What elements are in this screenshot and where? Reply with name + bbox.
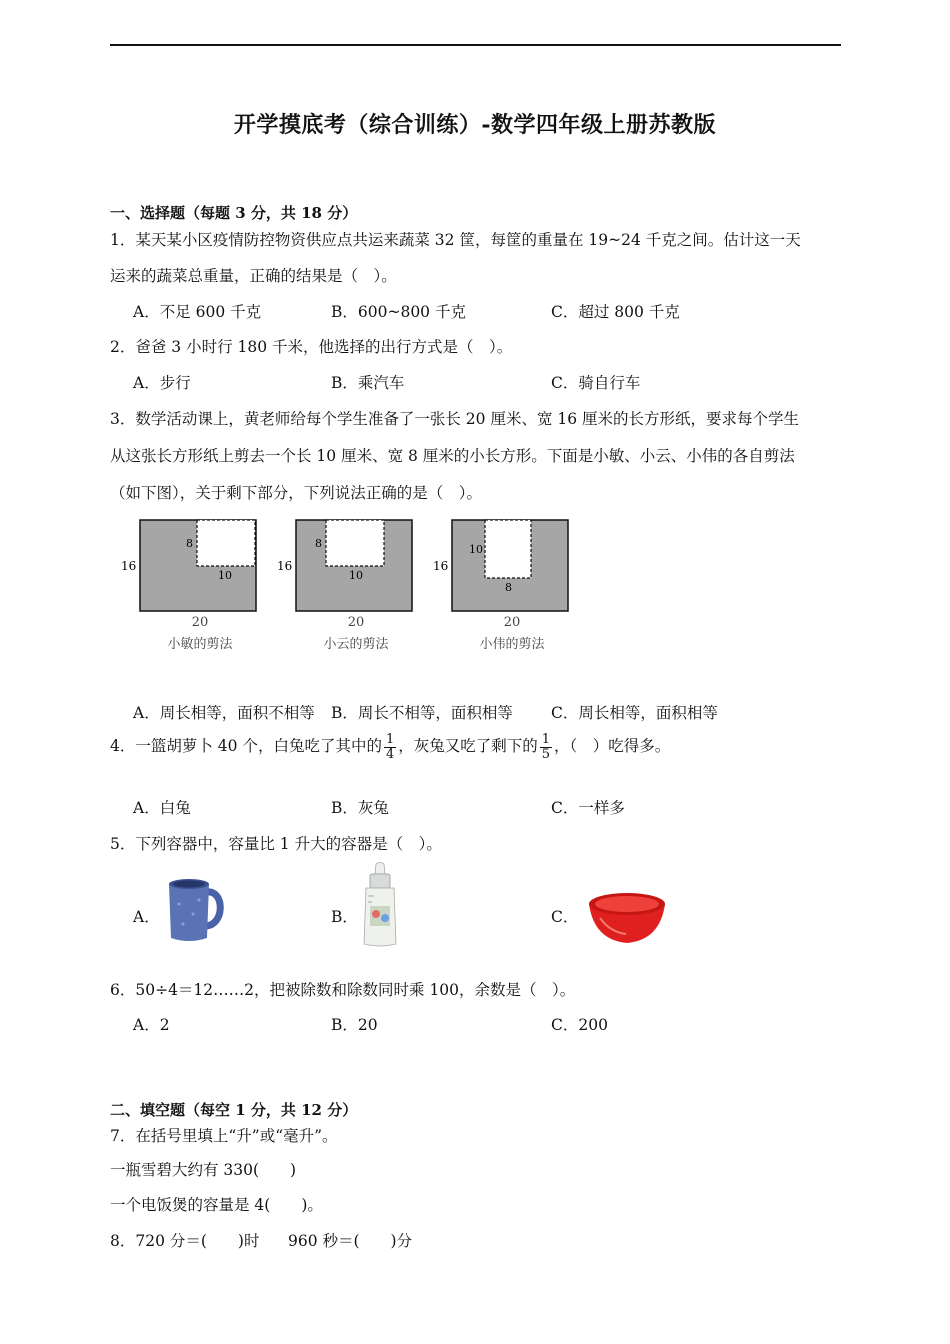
q2-option-a: A．步行 (133, 374, 191, 392)
q7-line1: 一瓶雪碧大约有 330( ) (110, 1161, 297, 1179)
q4-part1: 4．一篮胡萝卜 40 个，白兔吃了其中的 (110, 737, 382, 756)
q8-part2: 960 秒＝( )分 (288, 1232, 413, 1250)
q6-option-c: C．200 (551, 1016, 608, 1034)
q4-part3: ，（ ）吃得多。 (554, 737, 671, 756)
q1-line1: 1．某天某小区疫情防控物资供应点共运来蔬菜 32 筐，每筐的重量在 19~24 千克之间。估计这一天 (110, 231, 801, 249)
q6-option-a: A．2 (133, 1016, 170, 1034)
q5-option-b: B． (331, 908, 358, 926)
q2-option-b: B．乘汽车 (331, 374, 405, 392)
q5-text: 5．下列容器中，容量比 1 升大的容器是（ ）。 (110, 835, 442, 853)
q2-option-c: C．骑自行车 (551, 374, 641, 392)
q3-option-b: B．周长不相等，面积相等 (331, 704, 513, 722)
fig2-bottom-label: 20 (347, 615, 365, 630)
fig2-side-label: 16 (277, 559, 293, 573)
q1-option-b: B．600~800 千克 (331, 303, 466, 321)
q4-fraction-1: $\frac{1}{4}$ (385, 732, 395, 762)
fig1-bottom-label: 20 (191, 615, 209, 630)
fig1-side-label: 16 (121, 559, 137, 573)
figure-xiaoyun (274, 512, 424, 628)
fig3-cut-w-label: 8 (505, 581, 512, 594)
red-basin-image (586, 888, 668, 950)
q1-option-c: C．超过 800 千克 (551, 303, 680, 321)
baby-bottle-image (358, 862, 402, 952)
page-title: 开学摸底考（综合训练）-数学四年级上册苏教版 (233, 112, 717, 138)
section1-heading: 一、选择题（每题 3 分，共 18 分） (110, 204, 358, 222)
q3-line1: 3．数学活动课上，黄老师给每个学生准备了一张长 20 厘米、宽 16 厘米的长方形纸，要求每个学生 (110, 410, 800, 428)
fig1-cut-w-label: 10 (218, 569, 232, 582)
figure-xiaomin (118, 512, 268, 628)
q7-line2: 一个电饭煲的容量是 4( )。 (110, 1196, 323, 1214)
q4-text (110, 733, 670, 761)
q4-option-a: A．白兔 (133, 799, 191, 817)
q2-text: 2．爸爸 3 小时行 180 千米，他选择的出行方式是（ ）。 (110, 338, 513, 356)
q5-option-a: A． (133, 908, 160, 926)
fig2-caption: 小云的剪法 (323, 637, 389, 652)
q8-part1: 8．720 分＝( )时 (110, 1232, 260, 1250)
fig2-cut-h-label: 8 (315, 537, 322, 550)
q3-line3: （如下图），关于剩下部分，下列说法正确的是（ ）。 (110, 484, 483, 502)
section2-heading: 二、填空题（每空 1 分，共 12 分） (110, 1101, 358, 1119)
header-rule (110, 44, 841, 46)
q5-option-c: C． (551, 908, 579, 926)
fig1-caption: 小敏的剪法 (167, 637, 233, 652)
q6-option-b: B．20 (331, 1016, 378, 1034)
fig3-bottom-label: 20 (503, 615, 521, 630)
q3-line2: 从这张长方形纸上剪去一个长 10 厘米、宽 8 厘米的小长方形。下面是小敏、小云、小伟的各自剪法 (110, 447, 795, 465)
q4-part2: ，灰兔又吃了剩下的 (398, 737, 538, 756)
q3-option-a: A．周长相等，面积不相等 (133, 704, 315, 722)
q1-option-a: A．不足 600 千克 (133, 303, 262, 321)
q3-option-c: C．周长相等，面积相等 (551, 704, 718, 722)
fig1-cut-h-label: 8 (186, 537, 193, 550)
q6-text: 6．50÷4＝12……2，把被除数和除数同时乘 100，余数是（ ）。 (110, 981, 576, 999)
fig3-side-label: 16 (433, 559, 449, 573)
fig2-cut-w-label: 10 (349, 569, 363, 582)
q4-option-c: C．一样多 (551, 799, 625, 817)
q4-option-b: B．灰兔 (331, 799, 389, 817)
fig3-caption: 小伟的剪法 (479, 637, 545, 652)
q7-text: 7．在括号里填上“升”或“毫升”。 (110, 1127, 338, 1145)
q4-fraction-2: $\frac{1}{5}$ (541, 732, 551, 762)
fig3-cut-h-label: 10 (469, 543, 483, 556)
mug-image (163, 876, 229, 948)
figure-xiaowei (430, 512, 580, 628)
q1-line2: 运来的蔬菜总重量，正确的结果是（ ）。 (110, 267, 397, 285)
